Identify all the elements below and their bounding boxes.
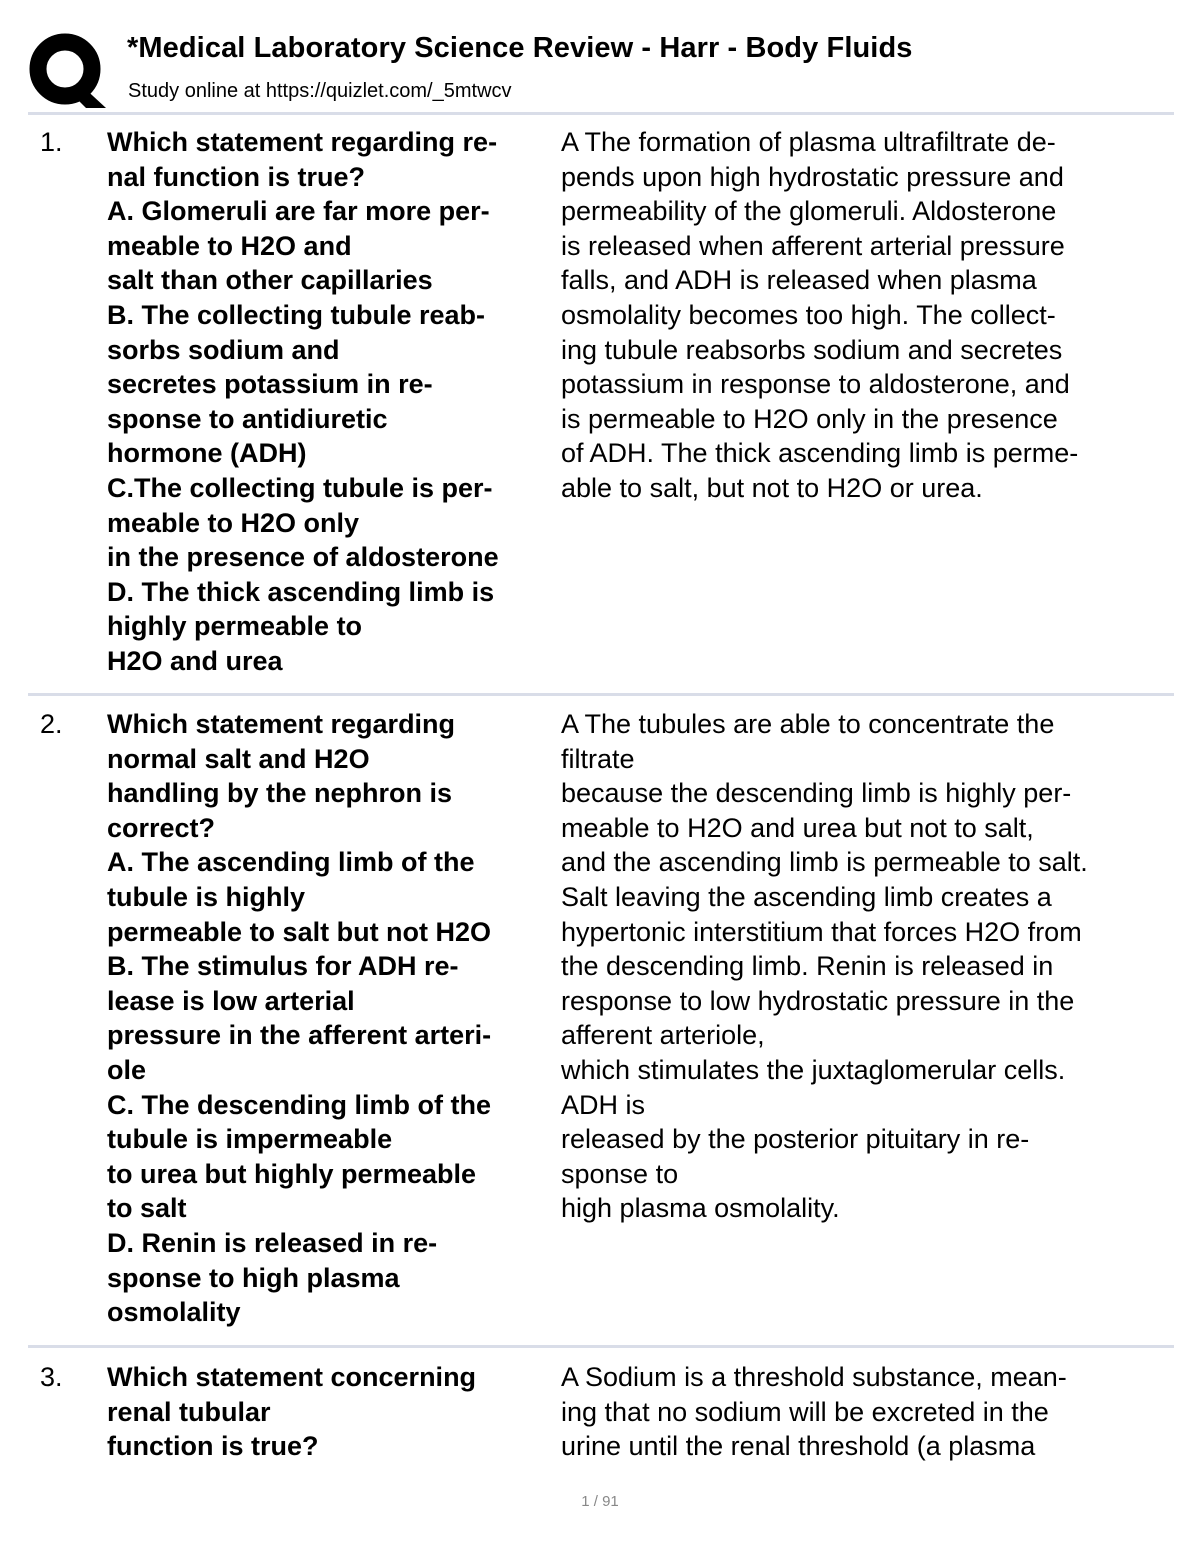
term-line: permeable to salt but not H2O [107, 916, 492, 947]
definition-line: sponse to [561, 1158, 679, 1189]
definition-line: released by the posterior pituitary in re- [561, 1124, 1030, 1155]
card-number: 3. [40, 1362, 63, 1392]
definition-line: ing tubule reabsorbs sodium and secretes [561, 334, 1063, 365]
definition-line: of ADH. The thick ascending limb is perme- [561, 438, 1079, 469]
term-line: to salt [107, 1193, 187, 1224]
term-line: Which statement concerning [107, 1362, 477, 1392]
card-number: 2. [40, 709, 63, 739]
definition-line: A The formation of plasma ultrafiltrate de- [561, 127, 1056, 157]
term-line: H2O and urea [107, 645, 283, 676]
term-line: sponse to antidiuretic [107, 403, 388, 434]
term-line: C. The descending limb of the [107, 1089, 492, 1120]
page-number: 1 / 91 [581, 1493, 619, 1510]
card-term [107, 125, 567, 679]
header-divider [28, 112, 1174, 115]
term-line: highly permeable to [107, 611, 363, 642]
term-line: normal salt and H2O [107, 743, 370, 774]
term-line: lease is low arterial [107, 985, 355, 1016]
card-definition [561, 1360, 1171, 1464]
definition-line: pends upon high hydrostatic pressure and [561, 161, 1064, 192]
term-line: nal function is true? [107, 161, 366, 192]
term-line: to urea but highly permeable [107, 1158, 477, 1189]
term-line: pressure in the afferent arteri- [107, 1020, 492, 1051]
card-definition [561, 125, 1171, 506]
term-line: ole [107, 1054, 147, 1085]
definition-line: because the descending limb is highly per- [561, 778, 1072, 809]
definition-line: Salt leaving the ascending limb creates a [561, 881, 1052, 912]
term-line: osmolality [107, 1297, 241, 1328]
document-subtitle: Study online at https://quizlet.com/_5mtwcv [128, 80, 512, 102]
definition-line: urine until the renal threshold (a plasma [561, 1431, 1036, 1462]
definition-line: and the ascending limb is permeable to salt. [561, 847, 1088, 878]
definition-line: is permeable to H2O only in the presence [561, 403, 1058, 434]
definition-line: filtrate [561, 743, 635, 774]
card-term [107, 1360, 567, 1464]
term-line: in the presence of aldosterone [107, 542, 499, 573]
term-line: salt than other capillaries [107, 265, 433, 296]
definition-line: falls, and ADH is released when plasma [561, 265, 1037, 296]
term-line: Which statement regarding [107, 709, 456, 739]
term-line: B. The stimulus for ADH re- [107, 951, 459, 982]
term-line: renal tubular [107, 1396, 271, 1427]
card-divider [28, 693, 1174, 696]
definition-line: ing that no sodium will be excreted in the [561, 1396, 1049, 1427]
definition-line: the descending limb. Renin is released in [561, 951, 1054, 982]
definition-line: which stimulates the juxtaglomerular cells. [561, 1054, 1066, 1085]
definition-line: potassium in response to aldosterone, and [561, 369, 1070, 400]
term-line: Which statement regarding re- [107, 127, 498, 157]
definition-line: A Sodium is a threshold substance, mean- [561, 1362, 1067, 1392]
definition-line: able to salt, but not to H2O or urea. [561, 472, 983, 503]
definition-line: high plasma osmolality. [561, 1193, 840, 1224]
definition-line: osmolality becomes too high. The collect- [561, 299, 1056, 330]
card-number: 1. [40, 127, 63, 157]
term-line: sponse to high plasma [107, 1262, 400, 1293]
term-line: A. Glomeruli are far more per- [107, 196, 490, 227]
definition-line: meable to H2O and urea but not to salt, [561, 812, 1034, 843]
term-line: meable to H2O and [107, 230, 352, 261]
term-line: tubule is impermeable [107, 1124, 393, 1155]
term-line: D. Renin is released in re- [107, 1227, 438, 1258]
document-title: *Medical Laboratory Science Review - Harr - Body Fluids [127, 32, 913, 64]
document-header [28, 28, 1174, 108]
term-line: hormone (ADH) [107, 438, 307, 469]
definition-line: hypertonic interstitium that forces H2O from [561, 916, 1082, 947]
term-line: function is true? [107, 1431, 319, 1462]
term-line: B. The collecting tubule reab- [107, 299, 486, 330]
term-line: D. The thick ascending limb is [107, 576, 495, 607]
card-term [107, 707, 567, 1330]
term-line: A. The ascending limb of the [107, 847, 475, 878]
term-line: correct? [107, 812, 216, 843]
term-line: secretes potassium in re- [107, 369, 433, 400]
definition-line: response to low hydrostatic pressure in the [561, 985, 1075, 1016]
card-definition [561, 707, 1171, 1226]
definition-line: afferent arteriole, [561, 1020, 765, 1051]
quizlet-logo-icon [28, 32, 108, 108]
definition-line: ADH is [561, 1089, 646, 1120]
term-line: sorbs sodium and [107, 334, 340, 365]
term-line: C.The collecting tubule is per- [107, 472, 493, 503]
definition-line: A The tubules are able to concentrate the [561, 709, 1055, 739]
definition-line: is released when afferent arterial pressure [561, 230, 1065, 261]
term-line: tubule is highly [107, 881, 306, 912]
term-line: handling by the nephron is [107, 778, 453, 809]
definition-line: permeability of the glomeruli. Aldosterone [561, 196, 1057, 227]
term-line: meable to H2O only [107, 507, 360, 538]
card-divider [28, 1345, 1174, 1348]
